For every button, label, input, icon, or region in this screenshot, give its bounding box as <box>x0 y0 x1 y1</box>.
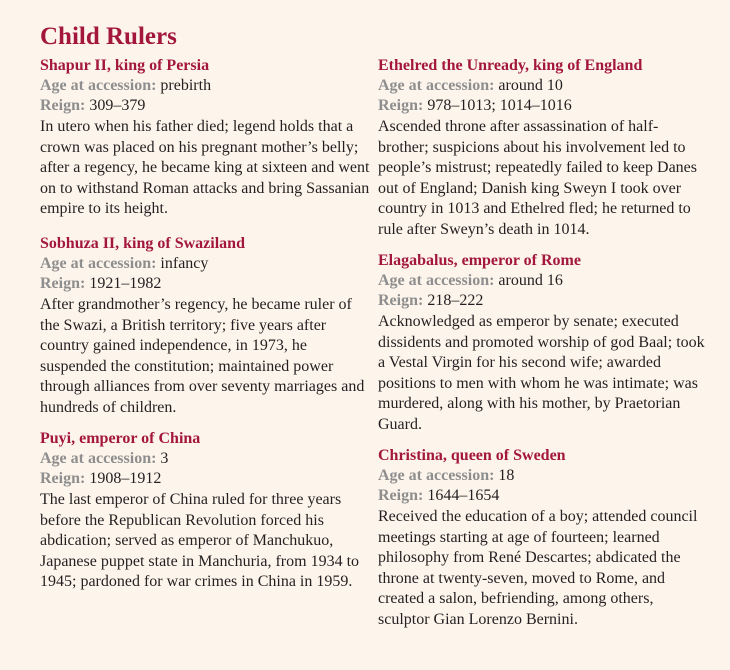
age-label: Age at accession: <box>40 77 157 94</box>
reign <box>40 96 370 116</box>
age-value: 18 <box>498 467 515 484</box>
reign-value: 1921–1982 <box>89 275 162 292</box>
ruler-description: After grandmother’s regency, he became ruler of the Swazi, a British territory; five years after country gained independence, in 1973, he suspended the constitution; maintained power through alliances from over seventy marriages and hundreds of children. <box>40 296 365 416</box>
reign-label: Reign: <box>378 487 424 504</box>
reign <box>40 274 370 294</box>
left-column <box>40 56 370 613</box>
ruler-description: Acknowledged as emperor by senate; executed dissidents and promoted worship of god Baal; took a Vestal Virgin for his second wife; awarded positions to men with whom he was intimate; was murdered, along with his mother, by Praetorian Guard. <box>378 313 705 433</box>
age-at-accession <box>378 271 708 291</box>
reign-value: 1644–1654 <box>427 487 500 504</box>
ruler-description: Ascended throne after assassination of half-brother; suspicions about his involvement led to people’s mistrust; repeatedly failed to keep Danes out of England; Danish king Sweyn I took over country in 1013 and Ethelred fled; he returned to rule after Sweyn’s death in 1014. <box>378 118 698 238</box>
page-title: Child Rulers <box>40 23 177 50</box>
reign <box>378 96 708 116</box>
ruler-name: Christina, queen of Sweden <box>378 447 566 464</box>
ruler-name: Sobhuza II, king of Swaziland <box>40 235 245 252</box>
reign-label: Reign: <box>378 97 424 114</box>
age-value: around 10 <box>498 77 563 94</box>
age-at-accession <box>378 76 708 96</box>
ruler-entry-sobhuza <box>40 234 370 416</box>
reign-label: Reign: <box>40 275 86 292</box>
ruler-entry-elagabalus <box>378 251 708 433</box>
age-label: Age at accession: <box>40 255 157 272</box>
ruler-description: Received the education of a boy; attended council meetings starting at age of fourteen; learned philosophy from René Descartes; abdicated the throne at twenty-seven, moved to Rome, and created a salon, befriending, among others, sculptor Gian Lorenzo Bernini. <box>378 508 698 628</box>
age-value: infancy <box>160 255 209 272</box>
age-label: Age at accession: <box>40 450 157 467</box>
reign <box>378 291 708 311</box>
age-label: Age at accession: <box>378 467 495 484</box>
ruler-entry-puyi <box>40 429 370 593</box>
age-at-accession <box>40 449 370 469</box>
ruler-name: Elagabalus, emperor of Rome <box>378 252 581 269</box>
ruler-entry-christina <box>378 446 708 630</box>
age-value: prebirth <box>160 77 212 94</box>
reign-label: Reign: <box>40 470 86 487</box>
reign-value: 1908–1912 <box>89 470 162 487</box>
reign-value: 218–222 <box>427 292 484 309</box>
reign-label: Reign: <box>378 292 424 309</box>
ruler-entry-ethelred <box>378 56 708 238</box>
reign <box>40 469 370 489</box>
right-column <box>378 56 708 650</box>
ruler-description: The last emperor of China ruled for three years before the Republican Revolution forced his abdication; served as emperor of Manchukuo, Japanese puppet state in Manchuria, from 1934 to 1945; pardoned for war crimes in China in 1959. <box>40 491 360 590</box>
age-value: around 16 <box>498 272 563 289</box>
rulers-columns <box>40 56 730 656</box>
age-at-accession <box>40 76 370 96</box>
age-label: Age at accession: <box>378 77 495 94</box>
age-at-accession <box>40 254 370 274</box>
ruler-name: Shapur II, king of Persia <box>40 57 210 74</box>
ruler-name: Puyi, emperor of China <box>40 430 201 447</box>
ruler-name: Ethelred the Unready, king of England <box>378 57 643 74</box>
reign-label: Reign: <box>40 97 86 114</box>
age-label: Age at accession: <box>378 272 495 289</box>
reign <box>378 486 708 506</box>
reign-value: 309–379 <box>89 97 146 114</box>
age-value: 3 <box>160 450 169 467</box>
ruler-entry-shapur <box>40 56 370 217</box>
age-at-accession <box>378 466 708 486</box>
ruler-description: In utero when his father died; legend holds that a crown was placed on his pregnant mother’s belly; after a regency, he became king at sixteen and went on to withstand Roman attacks and bring Sassanian empire to its height. <box>40 118 370 217</box>
reign-value: 978–1013; 1014–1016 <box>427 97 572 114</box>
